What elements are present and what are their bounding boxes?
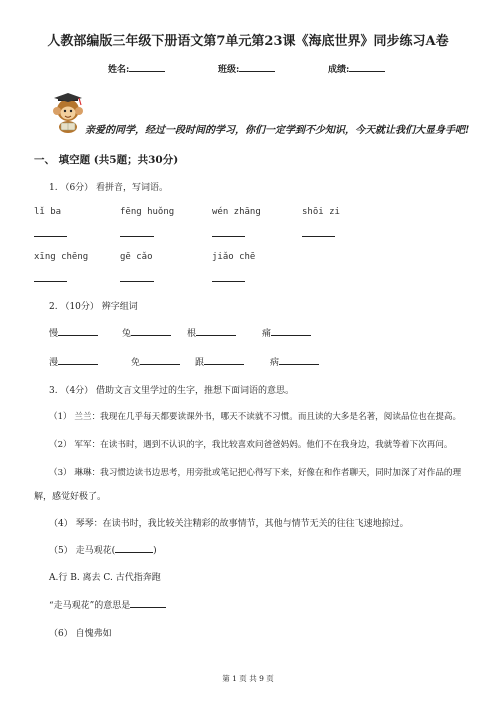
welcome-message: 亲爱的同学，经过一段时间的学习，你们一定学到不少知识，今天就让我们大显身手吧! [85, 125, 470, 136]
word-char: 跟 [195, 358, 205, 368]
page-title: 人教部编版三年级下册语文第7单元第23课《海底世界》同步练习A卷 [47, 34, 449, 49]
page-footer: 第 1 页 共 9 页 [222, 674, 274, 683]
pinyin-item: lǐ ba [34, 207, 62, 217]
word-char: 免 [131, 358, 141, 368]
name-label: 姓名: [108, 65, 130, 75]
word-char: 痛 [262, 329, 272, 339]
paragraph-3-cont: 解，感觉好极了。 [34, 492, 107, 502]
word-item [122, 326, 171, 339]
word-item [49, 355, 98, 368]
pinyin-item: jiǎo chē [212, 252, 256, 262]
pinyin-item: gē cǎo [120, 252, 153, 262]
paragraph-1: （1） 兰兰：我现在几乎每天都要读课外书，哪天不读就不习惯。而且读的大多是名著，阅读品位也在提高。 [49, 412, 462, 422]
answer-blank [34, 281, 67, 282]
meaning-text: “走马观花”的意思是 [49, 601, 131, 611]
word-item [131, 355, 180, 368]
pinyin-item: xīng chēng [34, 252, 89, 262]
sub-question-5-text: （5） 走马观花( [49, 546, 116, 556]
answer-blank [212, 281, 245, 282]
answer-blank [131, 326, 171, 336]
section-heading: 一、 填空题 (共5题；共30分) [34, 154, 179, 166]
answer-blank [34, 236, 67, 237]
answer-blank [120, 236, 154, 237]
pinyin-item: fēng huǒng [120, 207, 175, 217]
closing-paren: ) [153, 546, 157, 556]
monkey-scholar-icon [46, 90, 90, 134]
question-3-prompt: 3. （4分） 借助文言文里学过的生字，推想下面词语的意思。 [49, 386, 295, 396]
answer-blank [58, 326, 98, 336]
answer-blank [140, 355, 180, 365]
paragraph-2: （2） 军军：在读书时，遇到不认识的字，我比较喜欢问爸爸妈妈。他们不在我身边，我就等着下次再问。 [49, 440, 453, 450]
answer-blank [212, 236, 245, 237]
score-blank [349, 62, 385, 72]
meaning-line [49, 598, 166, 611]
answer-blank [204, 355, 244, 365]
paragraph-4: （4） 琴琴：在读书时，我比较关注精彩的故事情节，其他与情节无关的往往飞速地掠过。 [49, 519, 409, 529]
word-char: 根 [187, 329, 197, 339]
class-label: 班级: [218, 65, 240, 75]
word-char: 病 [270, 358, 280, 368]
word-item [195, 355, 244, 368]
word-item [262, 326, 311, 339]
sub-question-5 [49, 543, 157, 556]
class-field [218, 62, 275, 75]
answer-blank [115, 543, 153, 553]
name-blank [129, 62, 165, 72]
word-item [187, 326, 236, 339]
paragraph-3: （3） 琳琳：我习惯边读书边思考，用旁批或笔记把心得写下来，好像在和作者聊天，同时加深了对作品的理 [49, 468, 462, 478]
answer-blank [271, 326, 311, 336]
word-char: 慢 [49, 329, 59, 339]
score-field [328, 62, 385, 75]
question-2-prompt: 2. （10分） 辨字组词 [49, 302, 138, 312]
word-item [270, 355, 319, 368]
answer-blank [279, 355, 319, 365]
answer-blank [120, 281, 154, 282]
class-blank [239, 62, 275, 72]
answer-blank [302, 236, 335, 237]
pinyin-item: shōi zi [302, 207, 340, 217]
answer-blank [196, 326, 236, 336]
answer-blank [58, 355, 98, 365]
options-line: A.行 B. 离去 C. 古代指奔跑 [49, 573, 161, 583]
word-item [49, 326, 98, 339]
score-label: 成绩: [328, 65, 350, 75]
word-char: 兔 [122, 329, 132, 339]
word-char: 漫 [49, 358, 59, 368]
pinyin-item: wén zhāng [212, 207, 261, 217]
sub-question-6: （6） 自愧弗如 [49, 629, 112, 639]
name-field [108, 62, 165, 75]
answer-blank [130, 598, 166, 608]
question-1-prompt: 1. （6分） 看拼音，写词语。 [49, 183, 169, 193]
